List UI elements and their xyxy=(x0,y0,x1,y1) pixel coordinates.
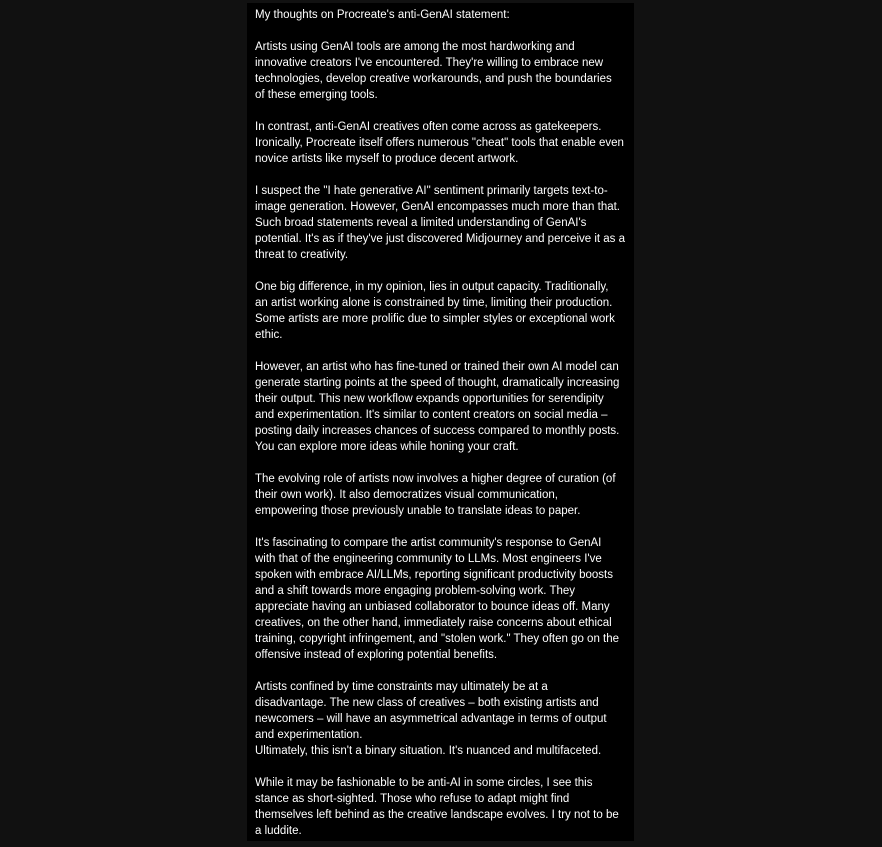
post-title: My thoughts on Procreate's anti-GenAI statement: xyxy=(255,9,510,21)
paragraph-output-capacity: One big difference, in my opinion, lies in output capacity. Traditionally, an artist working alone is constrained by time, limiting their production. Some artists are more prolific due to simpler styles or exceptional work ethic. xyxy=(255,281,615,341)
paragraph-nuanced: Ultimately, this isn't a binary situation. It's nuanced and multifaceted. xyxy=(255,745,602,757)
paragraph-time-constraints: Artists confined by time constraints may ultimately be at a disadvantage. The new class of creatives – both existing artists and newcomers – will have an asymmetrical advantage in terms of output and experimentation. xyxy=(255,681,607,741)
post-panel xyxy=(247,3,634,841)
paragraph-conclusion: While it may be fashionable to be anti-AI in some circles, I see this stance as short-sighted. Those who refuse to adapt might find themselves left behind as the creative landscape evolves. I try not to be a luddite. xyxy=(255,777,619,837)
paragraph-curation: The evolving role of artists now involves a higher degree of curation (of their own work). It also democratizes visual communication, empowering those previously unable to translate ideas to paper. xyxy=(255,473,616,517)
paragraph-gatekeepers: In contrast, anti-GenAI creatives often come across as gatekeepers. Ironically, Procreate itself offers numerous "cheat" tools that enable even novice artists like myself to produce decent artwork. xyxy=(255,121,624,165)
paragraph-engineering-comparison: It's fascinating to compare the artist community's response to GenAI with that of the engineering community to LLMs. Most engineers I've spoken with embrace AI/LLMs, reporting significant productivity boosts and a shift towards more engaging problem-solving work. They appreciate having an unbiased collaborator to bounce ideas off. Many creatives, on the other hand, immediately raise concerns about ethical training, copyright infringement, and "stolen work." They often go on the offensive instead of exploring potential benefits. xyxy=(255,537,620,661)
paragraph-genai-artists: Artists using GenAI tools are among the most hardworking and innovative creators I've encountered. They're willing to embrace new technologies, develop creative workarounds, and push the boundaries of these emerging tools. xyxy=(255,41,612,101)
paragraph-text-to-image: I suspect the "I hate generative AI" sentiment primarily targets text-to- image generation. However, GenAI encompasses much more than that. Such broad statements reveal a limited understanding of GenAI's potential. It's as if they've just discovered Midjourney and perceive it as a threat to creativity. xyxy=(255,185,626,261)
paragraph-fine-tuned-models: However, an artist who has fine-tuned or trained their own AI model can generate starting points at the speed of thought, dramatically increasing their output. This new workflow expands opportunities for serendipity and experimentation. It's similar to content creators on social media – posting daily increases chances of success compared to monthly posts. You can explore more ideas while honing your craft. xyxy=(255,361,620,453)
